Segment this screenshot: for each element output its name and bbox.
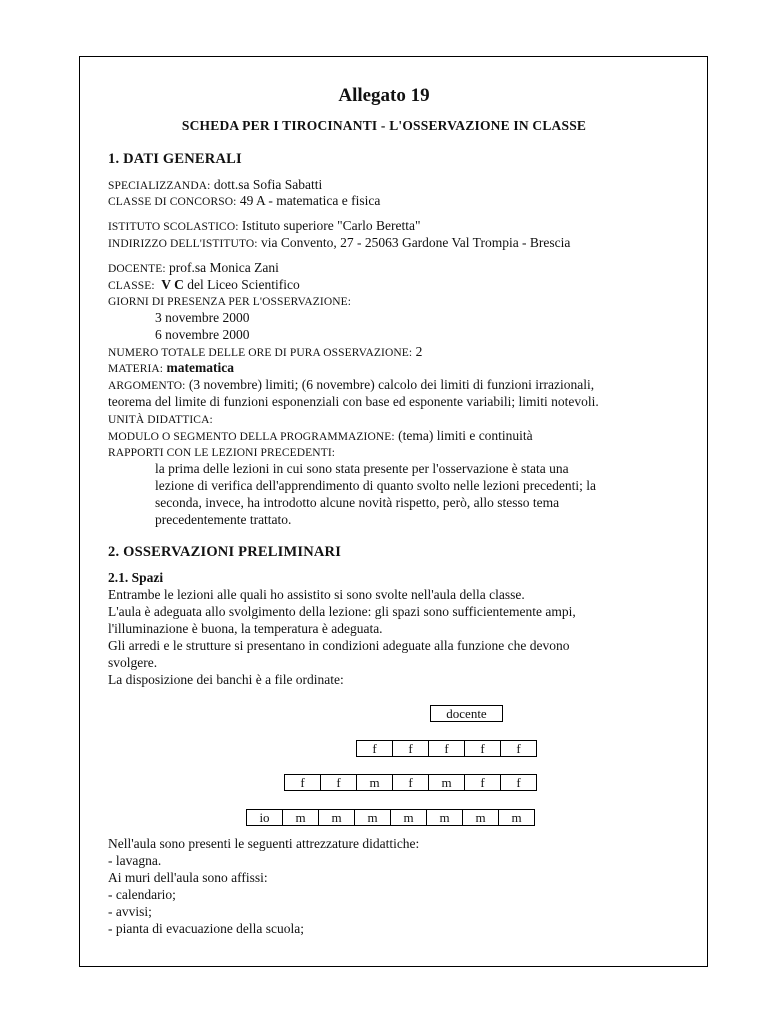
- field-modulo: MODULO O SEGMENTO DELLA PROGRAMMAZIONE: (tema) limiti e continuità: [108, 428, 533, 443]
- field-specializzanda: SPECIALIZZANDA: dott.sa Sofia Sabatti: [108, 177, 323, 192]
- field-istituto: ISTITUTO SCOLASTICO: Istituto superiore "Carlo Beretta": [108, 218, 421, 233]
- desk-cell: m: [462, 809, 499, 826]
- spazi-line: L'aula è adeguata allo svolgimento della lezione: gli spazi sono sufficientemente ampi,: [108, 604, 576, 619]
- desk-cell: m: [390, 809, 427, 826]
- desk-cell: m: [426, 809, 463, 826]
- date-item: 6 novembre 2000: [155, 327, 250, 342]
- desk-cell: f: [392, 740, 429, 757]
- desk-cell: f: [320, 774, 357, 791]
- field-classe-concorso: CLASSE DI CONCORSO: 49 A - matematica e fisica: [108, 193, 381, 208]
- rapporti-line: precedentemente trattato.: [155, 512, 292, 527]
- desk-cell: f: [392, 774, 429, 791]
- field-rapporti-label: RAPPORTI CON LE LEZIONI PRECEDENTI:: [108, 447, 336, 459]
- seating-row-3: [246, 809, 535, 826]
- field-argomento: ARGOMENTO: (3 novembre) limiti; (6 novembre) calcolo dei limiti di funzioni irrazionali,: [108, 377, 595, 392]
- spazi-line: Gli arredi e le strutture si presentano in condizioni adeguate alla funzione che devono: [108, 638, 570, 653]
- field-materia: MATERIA: matematica: [108, 360, 234, 375]
- spazi-line: svolgere.: [108, 655, 158, 670]
- field-unita: UNITÀ DIDATTICA:: [108, 414, 213, 426]
- rapporti-line: seconda, invece, ha introdotto alcune novità rispetto, però, allo stesso tema: [155, 495, 560, 510]
- attrezzature-line: - lavagna.: [108, 853, 162, 868]
- desk-cell: f: [464, 740, 501, 757]
- desk-cell: m: [354, 809, 391, 826]
- attrezzature-line: Nell'aula sono presenti le seguenti attrezzature didattiche:: [108, 836, 420, 851]
- attrezzature-line: - avvisi;: [108, 904, 152, 919]
- section-heading-dati-generali: 1. DATI GENERALI: [108, 151, 242, 167]
- page-subtitle: SCHEDA PER I TIROCINANTI - L'OSSERVAZIONE IN CLASSE: [181, 118, 587, 133]
- spazi-line: Entrambe le lezioni alle quali ho assistito si sono svolte nell'aula della classe.: [108, 587, 525, 602]
- subsection-heading-spazi: 2.1. Spazi: [108, 570, 164, 585]
- seating-row-1: [356, 740, 537, 757]
- desk-cell: m: [356, 774, 393, 791]
- field-giorni-label: GIORNI DI PRESENZA PER L'OSSERVAZIONE:: [108, 296, 352, 308]
- field-ore: NUMERO TOTALE DELLE ORE DI PURA OSSERVAZIONE: 2: [108, 344, 423, 359]
- desk-cell: f: [356, 740, 393, 757]
- desk-cell-observer: io: [246, 809, 283, 826]
- field-argomento-cont: teorema del limite di funzioni esponenziali con base ed esponente variabili; limiti notevoli.: [108, 394, 599, 409]
- field-classe: CLASSE: V C del Liceo Scientifico: [108, 277, 300, 292]
- spazi-line: l'illuminazione è buona, la temperatura è adeguata.: [108, 621, 383, 636]
- attrezzature-line: - calendario;: [108, 887, 176, 902]
- rapporti-line: la prima delle lezioni in cui sono stata presente per l'osservazione è stata una: [155, 461, 569, 476]
- attrezzature-line: - pianta di evacuazione della scuola;: [108, 921, 305, 936]
- section-heading-osservazioni: 2. OSSERVAZIONI PRELIMINARI: [108, 544, 342, 560]
- field-docente: DOCENTE: prof.sa Monica Zani: [108, 260, 279, 275]
- desk-cell: m: [282, 809, 319, 826]
- seating-row-2: [284, 774, 537, 791]
- attrezzature-line: Ai muri dell'aula sono affissi:: [108, 870, 268, 885]
- desk-cell: m: [428, 774, 465, 791]
- spazi-line: La disposizione dei banchi è a file ordinate:: [108, 672, 344, 687]
- date-item: 3 novembre 2000: [155, 310, 250, 325]
- desk-cell: f: [500, 740, 537, 757]
- page-title: Allegato 19: [338, 85, 430, 106]
- desk-cell: f: [284, 774, 321, 791]
- desk-cell: f: [464, 774, 501, 791]
- desk-cell: f: [500, 774, 537, 791]
- field-indirizzo: INDIRIZZO DELL'ISTITUTO: via Convento, 27 - 25063 Gardone Val Trompia - Brescia: [108, 235, 571, 250]
- desk-cell: f: [428, 740, 465, 757]
- desk-cell: m: [498, 809, 535, 826]
- teacher-desk: docente: [430, 705, 503, 722]
- rapporti-line: lezione di verifica dell'apprendimento di quanto svolto nelle lezioni precedenti; la: [155, 478, 597, 493]
- desk-cell: m: [318, 809, 355, 826]
